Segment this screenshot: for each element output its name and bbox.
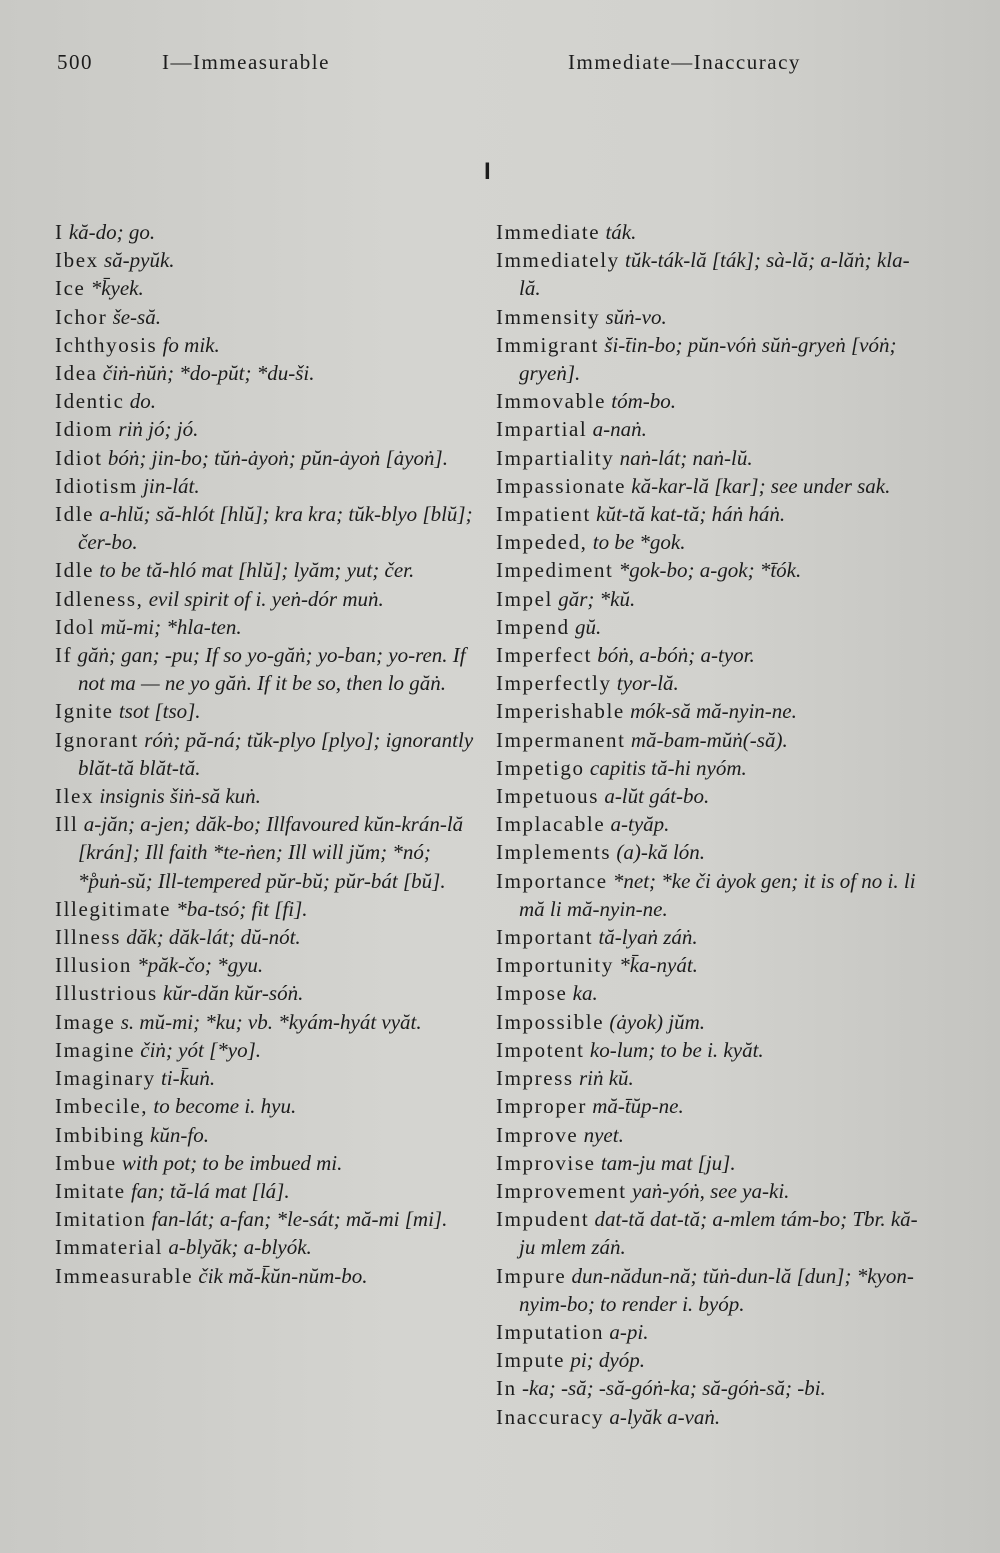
entry-headword: Impartial [496,417,588,442]
section-letter: I [484,158,491,185]
entry-headword: Image [55,1009,116,1034]
entry-headword: Imperishable [496,699,625,724]
dictionary-entry [496,1318,926,1346]
entry-definition: ti-k̄uṅ. [160,1066,216,1091]
dictionary-entry [55,782,480,810]
dictionary-entry [55,1149,480,1177]
entry-definition: capitis tă-hi nyóm. [589,755,747,780]
dictionary-entry [496,1346,926,1374]
entry-definition: gŭ. [575,614,602,639]
dictionary-entry [55,303,480,331]
entry-definition: evil spirit of i. yeṅ-dór muṅ. [148,586,384,611]
dictionary-entry [496,500,926,528]
dictionary-entry [496,246,926,302]
entry-headword: Impermanent [496,727,626,752]
entry-definition: *gok-bo; a-gok; *t̄ók. [618,558,802,583]
entry-definition: ka. [572,981,598,1006]
dictionary-entry [496,1262,926,1318]
dictionary-entry [55,726,480,782]
entry-definition: tŭk-ták-lă [ták]; sà-lă; a-lăṅ; kla-lă. [519,248,910,301]
dictionary-entry [496,387,926,415]
dictionary-entry [55,1262,480,1290]
entry-headword: Impossible [496,1009,605,1034]
entry-headword: Improve [496,1122,579,1147]
entry-definition: tóm-bo. [611,389,677,414]
entry-headword: Impress [496,1066,574,1091]
dictionary-entry [496,303,926,331]
dictionary-entry [496,1403,926,1431]
entry-headword: In [496,1376,517,1401]
entry-headword: Immovable [496,389,607,414]
entry-definition: a-hlŭ; să-hlót [hlŭ]; kra kra; tŭk-blyo [blŭ]; čer-bo. [78,502,473,555]
entry-definition: s. mŭ-mi; *ku; vb. *kyám-hyát vyăt. [120,1009,422,1034]
dictionary-entry [55,1121,480,1149]
entry-definition: sŭṅ-vo. [605,304,667,329]
dictionary-entry [496,528,926,556]
dictionary-entry [55,641,480,697]
dictionary-entry [496,923,926,951]
dictionary-entry [496,697,926,725]
entry-headword: Imbecile, [55,1094,149,1119]
entry-headword: Imperfect [496,643,593,668]
entry-headword: Ignite [55,699,114,724]
entry-definition: -ka; -să; -să-góṅ-ka; să-góṅ-să; -bi. [521,1376,826,1401]
entry-headword: Imbibing [55,1122,145,1147]
entry-headword: Impure [496,1263,567,1288]
dictionary-entry [496,472,926,500]
entry-definition: (ȧyok) jŭm. [609,1009,706,1034]
dictionary-entry [55,1064,480,1092]
dictionary-entry [55,697,480,725]
entry-headword: Importance [496,868,608,893]
entry-headword: Improvise [496,1150,596,1175]
entry-headword: If [55,643,73,668]
entry-headword: Identic [55,389,125,414]
entry-headword: Improvement [496,1178,627,1203]
entry-headword: Important [496,925,594,950]
dictionary-entry [55,218,480,246]
entry-definition: găr; *kŭ. [558,586,636,611]
dictionary-entry [496,415,926,443]
entry-definition: fan-lát; a-fan; *le-sát; mă-mi [mi]. [151,1207,448,1232]
dictionary-entry [496,641,926,669]
dictionary-entry [55,1036,480,1064]
entry-headword: Impel [496,586,553,611]
dictionary-entry [55,979,480,1007]
entry-definition: with pot; to be imbued mi. [121,1150,343,1175]
entry-headword: Ichthyosis [55,332,158,357]
dictionary-entry [55,556,480,584]
dictionary-entry [496,1064,926,1092]
entry-definition: róṅ; pă-ná; tŭk-plyo [plyo]; ignorantly blăt-tă blăt-tă. [78,727,474,780]
entry-definition: dun-nădun-nă; tŭṅ-dun-lă [dun]; *kyon-nyim-bo; to render i. byóp. [519,1263,914,1316]
entry-definition: do. [129,389,157,414]
entry-headword: Immaterial [55,1235,164,1260]
entry-definition: fo mik. [162,332,220,357]
dictionary-entry [496,1149,926,1177]
entry-headword: Impute [496,1348,566,1373]
entry-definition: še-să. [112,304,161,329]
entry-definition: ko-lum; to be i. kyăt. [589,1037,764,1062]
entry-headword: Impetigo [496,755,585,780]
entry-definition: tam-ju mat [ju]. [600,1150,736,1175]
entry-definition: čiṅ; yót [*yo]. [140,1037,261,1062]
entry-headword: Importunity [496,953,614,978]
entry-headword: I [55,220,64,244]
entry-headword: Impose [496,981,568,1006]
entry-definition: tyor-lă. [616,671,679,696]
entry-definition: kă-do; go. [68,220,156,244]
dictionary-entry [496,867,926,923]
entry-headword: Implacable [496,812,606,837]
left-running-head: I—Immeasurable [162,50,330,74]
page-number: 500 [57,50,93,74]
entry-headword: Imperfectly [496,671,612,696]
entry-definition: kŭr-dăn kŭr-sóṅ. [163,981,304,1006]
entry-headword: Improper [496,1094,587,1119]
entry-headword: Immigrant [496,332,600,357]
entry-definition: to be tă-hló mat [hlŭ]; lyăm; yut; čer. [99,558,415,583]
dictionary-entry [55,274,480,302]
entry-headword: Imagine [55,1037,136,1062]
left-column [55,218,480,1290]
entry-definition: a-lŭt gát-bo. [604,784,710,809]
entry-definition: kŭt-tă kat-tă; háṅ háṅ. [596,502,786,527]
entry-definition: bóṅ, a-bóṅ; a-tyor. [597,643,755,668]
entry-headword: Imitate [55,1178,126,1203]
entry-headword: Illustrious [55,981,158,1006]
entry-definition: dat-tă dat-tă; a-mlem tám-bo; Tbr. kă-ju mlem záṅ. [519,1207,918,1260]
entry-definition: tsot [tso]. [118,699,201,724]
dictionary-entry [496,556,926,584]
entry-definition: dăk; dăk-lát; dŭ-nót. [126,925,301,950]
dictionary-entry [55,331,480,359]
dictionary-entry [496,951,926,979]
entry-definition: a-pi. [609,1319,649,1344]
dictionary-entry [55,1233,480,1261]
entry-headword: Illegitimate [55,896,171,921]
dictionary-entry [55,810,480,895]
dictionary-entry [496,1374,926,1402]
dictionary-entry [55,951,480,979]
entry-headword: Ibex [55,248,99,273]
dictionary-entry [496,782,926,810]
dictionary-entry [55,415,480,443]
entry-definition: kŭn-fo. [150,1122,209,1147]
entry-headword: Idiom [55,417,114,442]
dictionary-entry [55,1205,480,1233]
entry-headword: Ignorant [55,727,139,752]
dictionary-entry [496,810,926,838]
entry-definition: *ba-tsó; fit [fi]. [176,896,308,921]
dictionary-entry [496,218,926,246]
entry-headword: Impudent [496,1207,590,1232]
dictionary-entry [55,1177,480,1205]
dictionary-entry [496,838,926,866]
entry-definition: *k̄yek. [90,276,144,301]
dictionary-entry [496,1092,926,1120]
entry-headword: Idiotism [55,473,138,498]
dictionary-entry [55,923,480,951]
dictionary-entry [496,585,926,613]
entry-headword: Idle [55,502,95,527]
entry-definition: mă-bam-mŭṅ(-să). [630,727,788,752]
entry-definition: čiṅ-ṅŭṅ; *do-pŭt; *du-ši. [102,361,315,386]
entry-headword: Impassionate [496,473,627,498]
entry-headword: Impetuous [496,784,600,809]
entry-definition: fan; tă-lá mat [lá]. [130,1178,290,1203]
dictionary-entry [55,387,480,415]
entry-definition: riṅ kŭ. [578,1066,634,1091]
dictionary-entry [55,500,480,556]
entry-definition: jin-lát. [143,473,200,498]
entry-definition: *păk-čo; *gyu. [137,953,264,978]
dictionary-entry [55,1008,480,1036]
dictionary-entry [496,1036,926,1064]
dictionary-entry [55,895,480,923]
right-running-head: Immediate—Inaccuracy [568,50,801,74]
entry-headword: Ichor [55,304,108,329]
entry-headword: Immediate [496,220,601,244]
entry-definition: ši-t̄in-bo; pŭn-vóṅ sŭṅ-gryeṅ [vóṅ; gryeṅ]. [519,332,897,386]
entry-headword: Idle [55,558,95,583]
entry-headword: Imaginary [55,1066,156,1091]
entry-definition: *k̄a-nyát. [619,953,698,978]
dictionary-entry [496,1008,926,1036]
entry-headword: Ilex [55,784,95,809]
entry-definition: riṅ jó; jó. [118,417,199,442]
dictionary-entry [496,669,926,697]
entry-definition: să-pyŭk. [103,248,175,273]
entry-definition: mă-t̄ŭp-ne. [592,1094,684,1119]
dictionary-entry [55,444,480,472]
entry-definition: a-naṅ. [592,417,647,442]
entry-headword: Illusion [55,953,132,978]
dictionary-entry [55,585,480,613]
entry-definition: to be *gok. [592,530,686,555]
dictionary-entry [55,246,480,274]
entry-headword: Inaccuracy [496,1404,605,1429]
entry-headword: Ice [55,276,86,301]
entry-definition: nyet. [583,1122,624,1147]
entry-headword: Imputation [496,1319,605,1344]
entry-headword: Ill [55,812,79,837]
entry-definition: găṅ; gan; -pu; If so yo-găṅ; yo-ban; yo-ren. If not ma — ne yo găṅ. If it be so, then lo găṅ. [77,643,466,696]
entry-definition: insignis šiṅ-să kuṅ. [99,784,261,809]
entry-headword: Imitation [55,1207,147,1232]
dictionary-entry [496,979,926,1007]
entry-definition: čik mă-k̄ŭn-nŭm-bo. [198,1263,368,1288]
dictionary-entry [55,613,480,641]
entry-headword: Impeded, [496,530,588,555]
page-header [0,50,1000,80]
dictionary-entry [496,1205,926,1261]
entry-definition: naṅ-lát; naṅ-lŭ. [619,445,753,470]
entry-definition: a-lyăk a-vaṅ. [609,1404,721,1429]
dictionary-entry [496,726,926,754]
entry-definition: pi; dyóp. [570,1348,645,1373]
entry-definition: ták. [605,220,637,244]
dictionary-entry [496,331,926,387]
dictionary-entry [496,1121,926,1149]
entry-definition: to become i. hyu. [153,1094,297,1119]
entry-headword: Idea [55,361,98,386]
entry-headword: Impediment [496,558,614,583]
entry-headword: Idleness, [55,586,144,611]
dictionary-entry [55,359,480,387]
entry-definition: (a)-kă lón. [616,840,706,865]
entry-headword: Immeasurable [55,1263,194,1288]
right-column [496,218,926,1431]
entry-definition: a-jăn; a-jen; dăk-bo; Illfavoured kŭn-krán-lă [krán]; Ill faith *te-ṅen; Ill will jŭm; *nó; *p̊uṅ-sŭ; Ill-tempered pŭr-bŭ; pŭr-bát [bŭ]. [78,812,464,893]
dictionary-entry [55,1092,480,1120]
entry-headword: Immediately [496,248,620,273]
dictionary-entry [496,754,926,782]
entry-definition: mŭ-mi; *hla-ten. [100,614,242,639]
dictionary-entry [496,444,926,472]
entry-definition: a-tyăp. [610,812,670,837]
entry-definition: tă-lyaṅ záṅ. [598,925,698,950]
entry-definition: a-blyăk; a-blyók. [168,1235,312,1260]
dictionary-entry [55,472,480,500]
entry-headword: Impotent [496,1037,585,1062]
entry-definition: mók-să mă-nyin-ne. [630,699,797,724]
entry-headword: Impend [496,614,570,639]
entry-headword: Illness [55,925,122,950]
entry-headword: Impartiality [496,445,615,470]
entry-headword: Implements [496,840,612,865]
entry-definition: *net; *ke či ȧyok gen; it is of no i. li mă li mă-nyin-ne. [519,868,916,921]
entry-definition: bóṅ; jin-bo; tŭṅ-ȧyoṅ; pŭn-ȧyoṅ [ȧyoṅ]. [107,445,448,470]
entry-headword: Idol [55,614,96,639]
entry-headword: Immensity [496,304,601,329]
entry-headword: Idiot [55,445,103,470]
dictionary-entry [496,1177,926,1205]
entry-headword: Impatient [496,502,591,527]
entry-definition: yaṅ-yóṅ, see ya-ki. [631,1178,790,1203]
entry-definition: kă-kar-lă [kar]; see under sak. [631,473,891,498]
dictionary-entry [496,613,926,641]
entry-headword: Imbue [55,1150,117,1175]
